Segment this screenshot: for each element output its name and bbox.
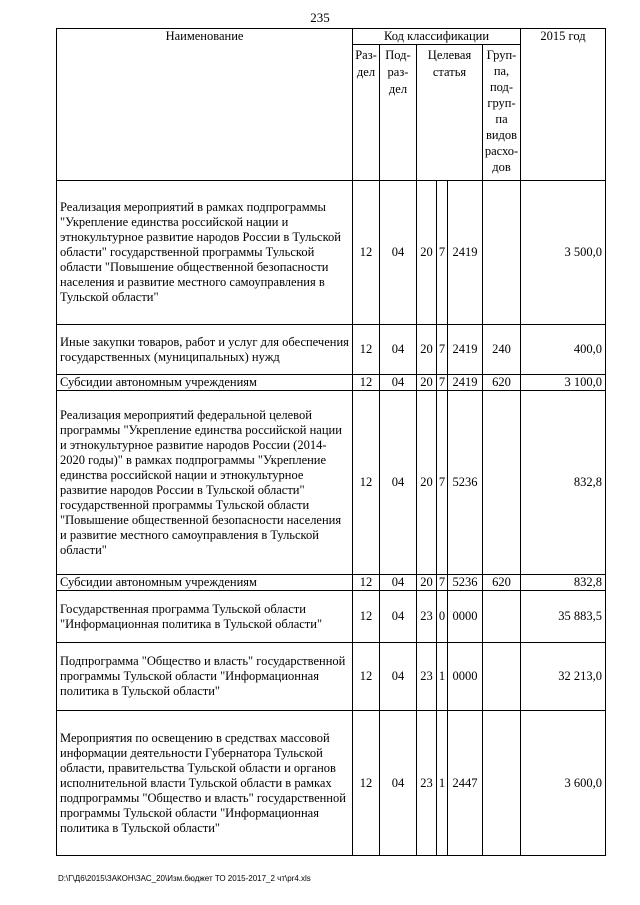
row-amount: 832,8 [521,575,606,591]
row-section: 12 [353,375,380,391]
row-name: Реализация мероприятий федеральной целевой программы "Укрепление единства российской нации и этнокультурное развитие народов России (2014-2020 годы)" в рамках подпрограммы "Укрепление единства российской нации и этнокультурное развитие народов России в Тульской области" государственной программы Тульской области "Повышение общественной безопасности населения и развитие местного самоуправления в Тульской области" [57,391,353,575]
row-name: Подпрограмма "Общество и власть" государственной программы Тульской области "Информационная политика в Тульской области" [57,643,353,711]
table-row [57,643,606,711]
table-row [57,711,606,856]
row-target-2: 7 [437,181,448,325]
row-section: 12 [353,591,380,643]
row-target-1: 20 [417,181,437,325]
page-number: 235 [310,10,330,25]
header-year: 2015 год [521,29,606,181]
row-section: 12 [353,643,380,711]
row-target-1: 23 [417,711,437,856]
header-row-1 [57,29,606,45]
row-subsection: 04 [380,375,417,391]
row-expense-group [483,391,521,575]
row-section: 12 [353,325,380,375]
table-row [57,181,606,325]
row-target-2: 7 [437,575,448,591]
row-amount: 3 100,0 [521,375,606,391]
row-target-1: 20 [417,391,437,575]
row-target-2: 7 [437,325,448,375]
row-target-3: 5236 [448,575,483,591]
footer-file-path: D:\Г\Д6\2015\ЗАКОН\ЗАС_20\Изм.бюджет ТО 2015-2017_2 чт\pr4.xls [58,874,311,883]
row-target-3: 2419 [448,375,483,391]
row-subsection: 04 [380,711,417,856]
row-section: 12 [353,711,380,856]
row-name: Государственная программа Тульской области "Информационная политика в Тульской области" [57,591,353,643]
row-name: Субсидии автономным учреждениям [57,575,353,591]
row-name: Мероприятия по освещению в средствах массовой информации деятельности Губернатора Тульской области, правительства Тульской области и органов исполнительной власти Тульской области в рамках подпрограммы "Общество и власть" государственной программы Тульской области "Информационная политика в Тульской области" [57,711,353,856]
row-target-1: 20 [417,325,437,375]
table-row [57,591,606,643]
row-target-1: 23 [417,591,437,643]
row-amount: 35 883,5 [521,591,606,643]
table-row [57,325,606,375]
row-target-1: 20 [417,575,437,591]
row-target-2: 0 [437,591,448,643]
row-amount: 3 500,0 [521,181,606,325]
row-subsection: 04 [380,643,417,711]
row-amount: 832,8 [521,391,606,575]
budget-table [56,28,606,856]
row-amount: 400,0 [521,325,606,375]
row-expense-group [483,711,521,856]
row-target-1: 20 [417,375,437,391]
row-amount: 32 213,0 [521,643,606,711]
row-expense-group [483,181,521,325]
table-row [57,391,606,575]
row-subsection: 04 [380,181,417,325]
table-row [57,575,606,591]
row-subsection: 04 [380,391,417,575]
row-target-3: 0000 [448,643,483,711]
row-target-1: 23 [417,643,437,711]
row-expense-group: 240 [483,325,521,375]
row-target-3: 2419 [448,325,483,375]
row-expense-group [483,591,521,643]
row-target-2: 1 [437,643,448,711]
header-subsection: Под-раз-дел [380,45,417,181]
row-expense-group: 620 [483,375,521,391]
row-target-3: 0000 [448,591,483,643]
header-target: Целевая статья [417,45,483,181]
row-target-2: 1 [437,711,448,856]
row-subsection: 04 [380,325,417,375]
row-expense-group [483,643,521,711]
row-name: Иные закупки товаров, работ и услуг для обеспечения государственных (муниципальных) нужд [57,325,353,375]
row-target-3: 2447 [448,711,483,856]
table-row [57,375,606,391]
header-section: Раз-дел [353,45,380,181]
row-target-2: 7 [437,375,448,391]
row-amount: 3 600,0 [521,711,606,856]
row-expense-group: 620 [483,575,521,591]
row-target-3: 2419 [448,181,483,325]
row-section: 12 [353,575,380,591]
row-section: 12 [353,391,380,575]
row-subsection: 04 [380,591,417,643]
row-target-3: 5236 [448,391,483,575]
header-code-group: Код классификации [353,29,521,45]
row-subsection: 04 [380,575,417,591]
row-section: 12 [353,181,380,325]
row-name: Реализация мероприятий в рамках подпрограммы "Укрепление единства российской нации и этнокультурное развитие народов России в Тульской области" государственной программы Тульской области "Повышение общественной безопасности населения и развитие местного самоуправления в Тульской области" [57,181,353,325]
row-name: Субсидии автономным учреждениям [57,375,353,391]
header-expense-group: Груп-па, под-груп-па видов расхо-дов [483,45,521,181]
row-target-2: 7 [437,391,448,575]
header-name: Наименование [57,29,353,181]
